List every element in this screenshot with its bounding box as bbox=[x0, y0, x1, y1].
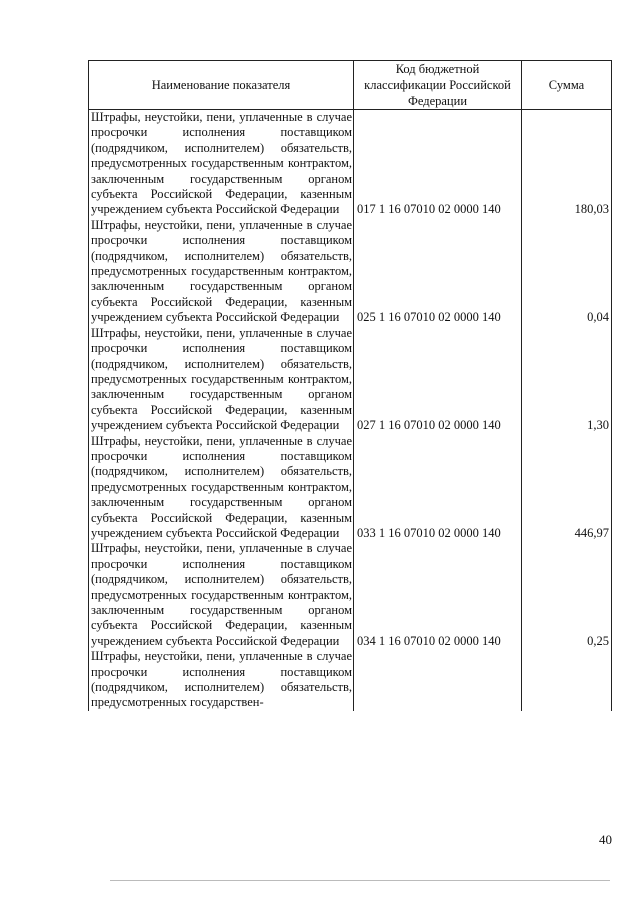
row-sum: 0,04 bbox=[522, 218, 612, 326]
page-number: 40 bbox=[599, 832, 612, 847]
table-header-row bbox=[89, 61, 612, 110]
row-name: Штрафы, неустойки, пени, уплаченные в случае просрочки исполнения поставщиком (подрядчиком, исполнителем) обязательств, предусмотренных государственным контрактом, заключенным государственным органом субъекта Российской Федерации, казенным учреждением субъекта Российской Федерации bbox=[89, 434, 354, 542]
table-row bbox=[89, 110, 612, 218]
table-row bbox=[89, 541, 612, 649]
footer-divider bbox=[110, 880, 610, 881]
row-sum: 1,30 bbox=[522, 326, 612, 434]
row-name: Штрафы, неустойки, пени, уплаченные в случае просрочки исполнения поставщиком (подрядчиком, исполнителем) обязательств, предусмотренных государствен- bbox=[89, 649, 354, 711]
row-sum-empty bbox=[522, 649, 612, 711]
row-sum: 180,03 bbox=[522, 110, 612, 218]
row-name: Штрафы, неустойки, пени, уплаченные в случае просрочки исполнения поставщиком (подрядчиком, исполнителем) обязательств, предусмотренных государственным контрактом, заключенным государственным органом субъекта Российской Федерации, казенным учреждением субъекта Российской Федерации bbox=[89, 326, 354, 434]
header-name: Наименование показателя bbox=[89, 61, 354, 110]
table-row bbox=[89, 434, 612, 542]
header-sum: Сумма bbox=[522, 61, 612, 110]
row-code: 034 1 16 07010 02 0000 140 bbox=[354, 541, 522, 649]
row-name: Штрафы, неустойки, пени, уплаченные в случае просрочки исполнения поставщиком (подрядчиком, исполнителем) обязательств, предусмотренных государственным контрактом, заключенным государственным органом субъекта Российской Федерации, казенным учреждением субъекта Российской Федерации bbox=[89, 541, 354, 649]
row-code: 025 1 16 07010 02 0000 140 bbox=[354, 218, 522, 326]
table-row bbox=[89, 218, 612, 326]
row-code: 033 1 16 07010 02 0000 140 bbox=[354, 434, 522, 542]
row-name: Штрафы, неустойки, пени, уплаченные в случае просрочки исполнения поставщиком (подрядчиком, исполнителем) обязательств, предусмотренных государственным контрактом, заключенным государственным органом субъекта Российской Федерации, казенным учреждением субъекта Российской Федерации bbox=[89, 110, 354, 218]
row-name: Штрафы, неустойки, пени, уплаченные в случае просрочки исполнения поставщиком (подрядчиком, исполнителем) обязательств, предусмотренных государственным контрактом, заключенным государственным органом субъекта Российской Федерации, казенным учреждением субъекта Российской Федерации bbox=[89, 218, 354, 326]
row-code-empty bbox=[354, 649, 522, 711]
table-row-partial bbox=[89, 649, 612, 711]
row-sum: 446,97 bbox=[522, 434, 612, 542]
row-sum: 0,25 bbox=[522, 541, 612, 649]
row-code: 027 1 16 07010 02 0000 140 bbox=[354, 326, 522, 434]
row-code: 017 1 16 07010 02 0000 140 bbox=[354, 110, 522, 218]
table-row bbox=[89, 326, 612, 434]
budget-table bbox=[88, 60, 612, 711]
header-code: Код бюджетной классификации Российской Федерации bbox=[354, 61, 522, 110]
